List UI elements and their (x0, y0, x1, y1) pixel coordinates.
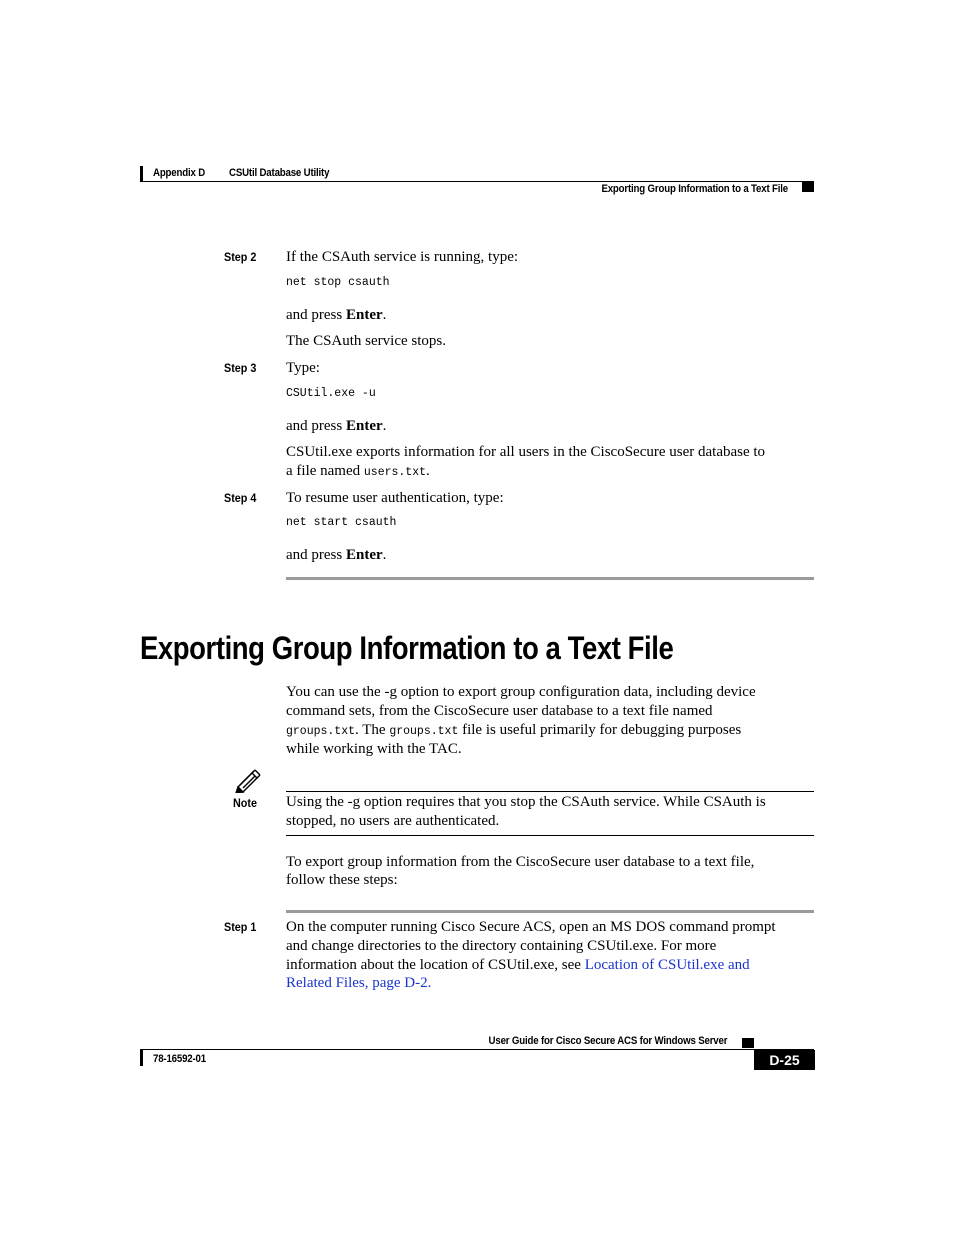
footer-doc-number: 78-16592-01 (153, 1053, 206, 1065)
intro-line-3: groups.txt. The groups.txt file is useful primarily for debugging purposes (286, 722, 742, 738)
step-4-press: and press Enter. (286, 547, 387, 563)
note-line-2: stopped, no users are authenticated. (286, 813, 500, 829)
footer-small-square (742, 1038, 754, 1048)
step-4-code: net start csauth (286, 516, 397, 529)
steps-intro-line-1: To export group information from the CiscoSecure user database to a text file, (286, 854, 755, 870)
step-2-text: If the CSAuth service is running, type: (286, 249, 519, 265)
note-bottom-rule (286, 835, 814, 836)
users-txt-filename: users.txt (363, 466, 427, 479)
page-number-badge (754, 1050, 815, 1070)
step-1-line-3: information about the location of CSUtil.exe, see Location of CSUtil.exe and (286, 957, 750, 973)
step-3-result-line1: CSUtil.exe exports information for all users in the CiscoSecure user database to (286, 444, 766, 460)
header-chapter: CSUtil Database Utility (229, 167, 330, 179)
procedure-start-rule (286, 910, 814, 913)
section-title: Exporting Group Information to a Text File (140, 630, 674, 666)
groups-txt-filename: groups.txt (286, 725, 356, 738)
footer-left-bar (140, 1050, 143, 1066)
enter-key-label: Enter (346, 418, 383, 434)
note-line-1: Using the -g option requires that you stop the CSAuth service. While CSAuth is (286, 794, 766, 810)
page-number: D-25 (769, 1052, 800, 1068)
step-3-text: Type: (286, 360, 320, 376)
pencil-icon (234, 769, 262, 793)
intro-line-1: You can use the -g option to export group configuration data, including device (286, 684, 756, 700)
step-4-text: To resume user authentication, type: (286, 490, 504, 506)
step-1-line-2: and change directories to the directory containing CSUtil.exe. For more (286, 938, 717, 954)
steps-intro-line-2: follow these steps: (286, 872, 398, 888)
enter-key-label: Enter (346, 547, 383, 563)
header-rule (140, 181, 814, 182)
header-left-bar (140, 166, 143, 181)
enter-key-label: Enter (346, 307, 383, 323)
header-right-square (802, 182, 814, 192)
step-1-label: Step 1 (224, 920, 257, 934)
step-3-label: Step 3 (224, 361, 257, 375)
footer-guide-title: User Guide for Cisco Secure ACS for Windows Server (488, 1035, 727, 1047)
note-top-rule (286, 791, 814, 792)
step-1-line-4: Related Files, page D-2. (286, 975, 432, 991)
step-2-code: net stop csauth (286, 276, 390, 289)
step-2-label: Step 2 (224, 250, 257, 264)
step-3-result-line2: a file named users.txt. (286, 463, 430, 479)
footer-rule (140, 1049, 814, 1050)
intro-line-2: command sets, from the CiscoSecure user database to a text file named (286, 703, 713, 719)
header-appendix: Appendix D (153, 167, 206, 179)
note-label: Note (233, 796, 258, 810)
step-3-press: and press Enter. (286, 418, 387, 434)
header-section: Exporting Group Information to a Text File (601, 183, 788, 195)
step-2-press: and press Enter. (286, 307, 387, 323)
step-1-line-1: On the computer running Cisco Secure ACS, open an MS DOS command prompt (286, 919, 776, 935)
groups-txt-filename: groups.txt (389, 725, 459, 738)
step-2-result: The CSAuth service stops. (286, 333, 446, 349)
intro-line-4: while working with the TAC. (286, 741, 462, 757)
csutil-location-link[interactable]: Related Files, page D-2 (286, 975, 428, 991)
step-4-label: Step 4 (224, 491, 257, 505)
csutil-location-link[interactable]: Location of CSUtil.exe and (584, 957, 750, 973)
step-3-code: CSUtil.exe -u (286, 387, 376, 400)
procedure-end-rule (286, 577, 814, 580)
